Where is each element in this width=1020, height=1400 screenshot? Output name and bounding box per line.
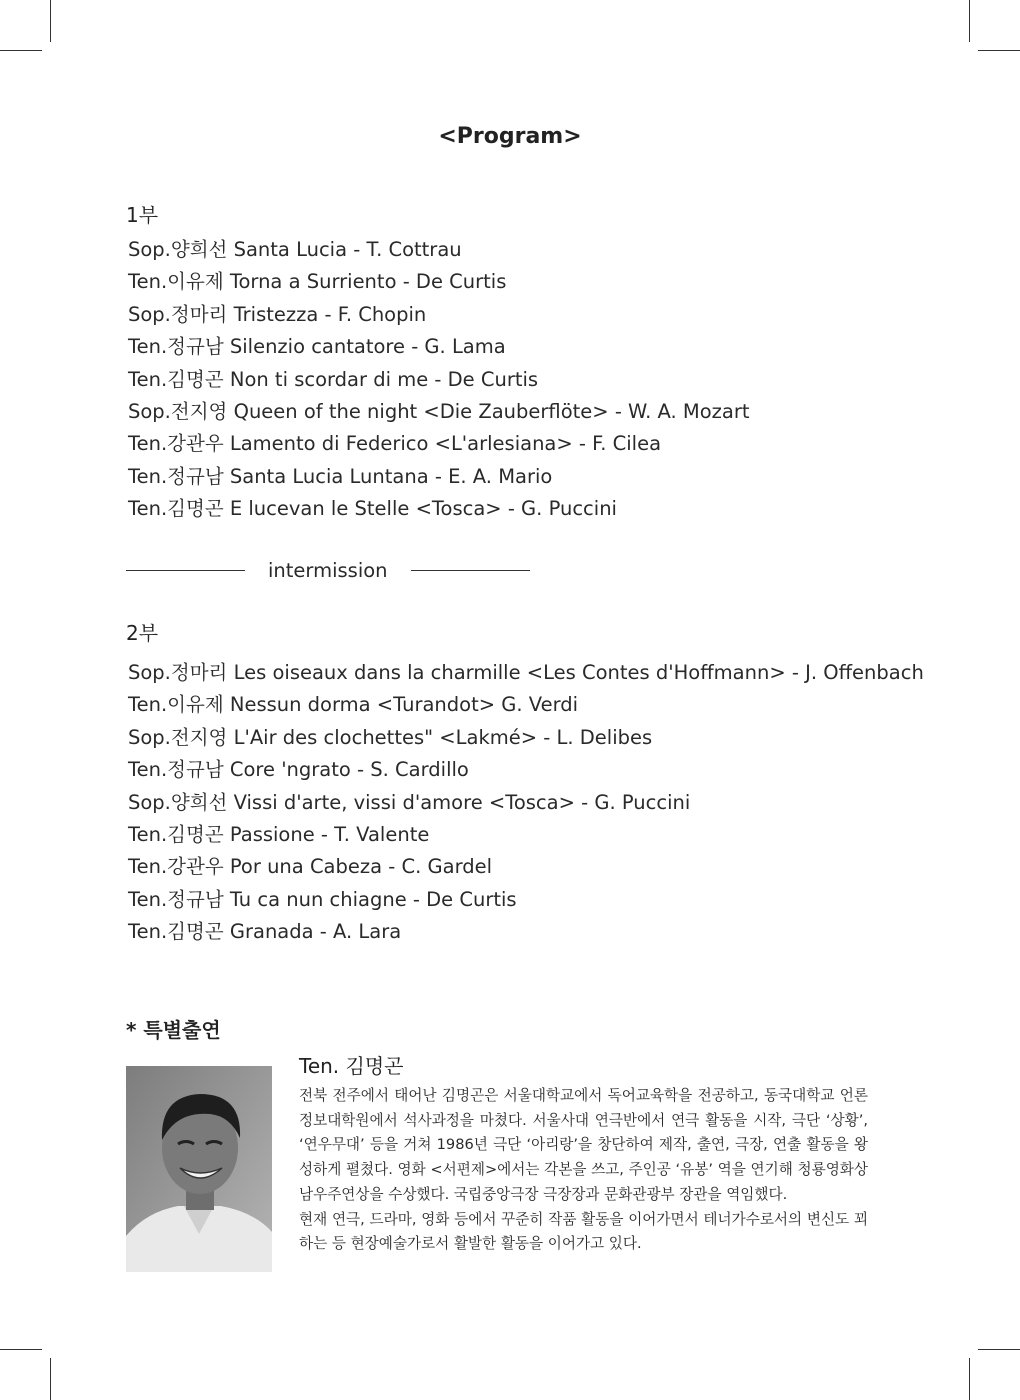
- part1-heading: 1부: [126, 203, 159, 227]
- crop-mark-top-right: [969, 0, 970, 42]
- page-title: <Program>: [438, 124, 582, 149]
- part2-list: [128, 657, 924, 949]
- program-item: Ten.정규남 Core 'ngrato - S. Cardillo: [128, 758, 469, 782]
- crop-mark-top-right-h: [978, 50, 1020, 51]
- divider-rule-right: [411, 570, 530, 571]
- part2-heading: 2부: [126, 621, 159, 645]
- crop-mark-bottom-left: [50, 1358, 51, 1400]
- crop-mark-bottom-left-h: [0, 1349, 42, 1350]
- program-item: Ten.강관우 Lamento di Federico <L'arlesiana> - F. Cilea: [128, 432, 662, 456]
- crop-mark-bottom-right: [969, 1358, 970, 1400]
- program-item: Ten.정규남 Tu ca nun chiagne - De Curtis: [128, 887, 517, 911]
- program-item: Sop.전지영 Queen of the night <Die Zauberflöte> - W. A. Mozart: [128, 399, 750, 423]
- program-item: Ten.김명곤 Passione - T. Valente: [128, 822, 430, 846]
- performer-name: Ten. 김명곤: [299, 1054, 404, 1078]
- program-item: Ten.이유제 Torna a Surriento - De Curtis: [128, 270, 507, 294]
- special-guest-heading: * 특별출연: [126, 1018, 221, 1042]
- divider-rule-left: [126, 570, 245, 571]
- program-item: Ten.정규남 Silenzio cantatore - G. Lama: [128, 335, 506, 359]
- program-item: Ten.강관우 Por una Cabeza - C. Gardel: [128, 855, 493, 879]
- crop-mark-top-left: [50, 0, 51, 42]
- crop-mark-top-left-h: [0, 50, 42, 51]
- bio-paragraph: 현재 연극, 드라마, 영화 등에서 꾸준히 작품 활동을 이어가면서 테너가수로서의 변신도 꾀하는 등 현장예술가로서 활발한 활동을 이어가고 있다.: [299, 1210, 868, 1253]
- performer-photo: [126, 1066, 272, 1272]
- performer-bio: [299, 1084, 868, 1257]
- program-item: Sop.정마리 Tristezza - F. Chopin: [128, 302, 427, 326]
- program-item: Sop.정마리 Les oiseaux dans la charmille <Les Contes d'Hoffmann> - J. Offenbach: [128, 661, 924, 684]
- program-item: Ten.이유제 Nessun dorma <Turandot> G. Verdi: [128, 693, 579, 717]
- program-item: Sop.전지영 L'Air des clochettes" <Lakmé> - L. Delibes: [128, 725, 653, 749]
- program-item: Ten.김명곤 Non ti scordar di me - De Curtis: [128, 367, 539, 391]
- program-item: Ten.김명곤 Granada - A. Lara: [128, 920, 402, 944]
- intermission-label: intermission: [268, 558, 388, 582]
- intermission-divider: [126, 555, 530, 585]
- bio-paragraph: 전북 전주에서 태어난 김명곤은 서울대학교에서 독어교육학을 전공하고, 동국대학교 언론정보대학원에서 석사과정을 마쳤다. 서울사대 연극반에서 연극 활동을 시작, 극단 ‘상황’, ‘연우무대’ 등을 거쳐 1986년 극단 ‘아리랑’을 창단하여 제작, 출연, 극장, 연출 활동을 왕성하게 펼쳤다. 영화 <서편제>에서는 각본을 쓰고, 주인공 ‘유봉’ 역을 연기해 청룡영화상 남우주연상을 수상했다. 국립중앙극장 극장장과 문화관광부 장관을 역임했다.: [299, 1087, 868, 1203]
- crop-mark-bottom-right-h: [978, 1349, 1020, 1350]
- part1-list: [128, 234, 750, 526]
- program-item: Ten.정규남 Santa Lucia Luntana - E. A. Mario: [128, 464, 553, 488]
- program-item: Ten.김명곤 E lucevan le Stelle <Tosca> - G. Puccini: [128, 497, 617, 521]
- program-item: Sop.양희선 Santa Lucia - T. Cottrau: [128, 238, 462, 261]
- program-item: Sop.양희선 Vissi d'arte, vissi d'amore <Tosca> - G. Puccini: [128, 790, 691, 814]
